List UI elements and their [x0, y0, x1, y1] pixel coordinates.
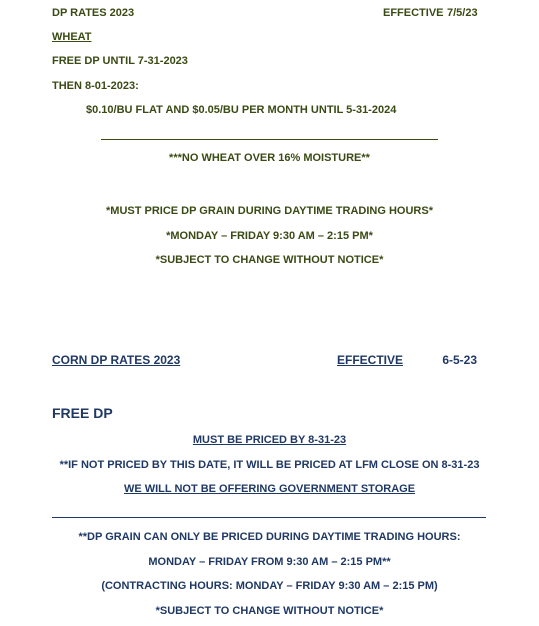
corn-title: FREE DP — [52, 405, 113, 421]
wheat-divider — [101, 139, 438, 140]
corn-header-title: CORN DP RATES 2023 — [52, 353, 181, 367]
wheat-hours-note: *MONDAY – FRIDAY 9:30 AM – 2:15 PM* — [166, 230, 373, 242]
wheat-free-dp-line: FREE DP UNTIL 7-31-2023 — [52, 55, 188, 67]
wheat-header-title: DP RATES 2023 — [52, 7, 135, 19]
wheat-pricing-note: *MUST PRICE DP GRAIN DURING DAYTIME TRADING HOURS* — [106, 205, 433, 217]
wheat-effective-date: 7/5/23 — [447, 7, 478, 19]
wheat-effective-label: EFFECTIVE — [383, 7, 444, 19]
wheat-then-line: THEN 8-01-2023: — [52, 80, 139, 92]
corn-pricing-note: **DP GRAIN CAN ONLY BE PRICED DURING DAYTIME TRADING HOURS: — [78, 531, 461, 543]
corn-storage-line: WE WILL NOT BE OFFERING GOVERNMENT STORAGE — [123, 483, 416, 495]
corn-effective-label: EFFECTIVE — [337, 353, 404, 367]
wheat-change-note: *SUBJECT TO CHANGE WITHOUT NOTICE* — [155, 254, 384, 266]
corn-hours-note: MONDAY – FRIDAY FROM 9:30 AM – 2:15 PM** — [148, 556, 391, 568]
corn-default-pricing-line: **IF NOT PRICED BY THIS DATE, IT WILL BE PRICED AT LFM CLOSE ON 8-31-23 — [59, 459, 480, 471]
corn-change-note: *SUBJECT TO CHANGE WITHOUT NOTICE* — [155, 605, 384, 617]
corn-divider — [52, 517, 486, 518]
corn-effective-date: 6-5-23 — [442, 353, 477, 367]
corn-deadline-line: MUST BE PRICED BY 8-31-23 — [192, 434, 347, 446]
corn-effective-group — [337, 354, 477, 366]
wheat-title: WHEAT — [52, 31, 92, 43]
wheat-moisture-note: ***NO WHEAT OVER 16% MOISTURE** — [169, 152, 370, 164]
corn-contracting-hours-note: (CONTRACTING HOURS: MONDAY – FRIDAY 9:30 AM – 2:15 PM) — [101, 580, 438, 592]
wheat-rate-line: $0.10/BU FLAT AND $0.05/BU PER MONTH UNTIL 5-31-2024 — [86, 104, 397, 116]
